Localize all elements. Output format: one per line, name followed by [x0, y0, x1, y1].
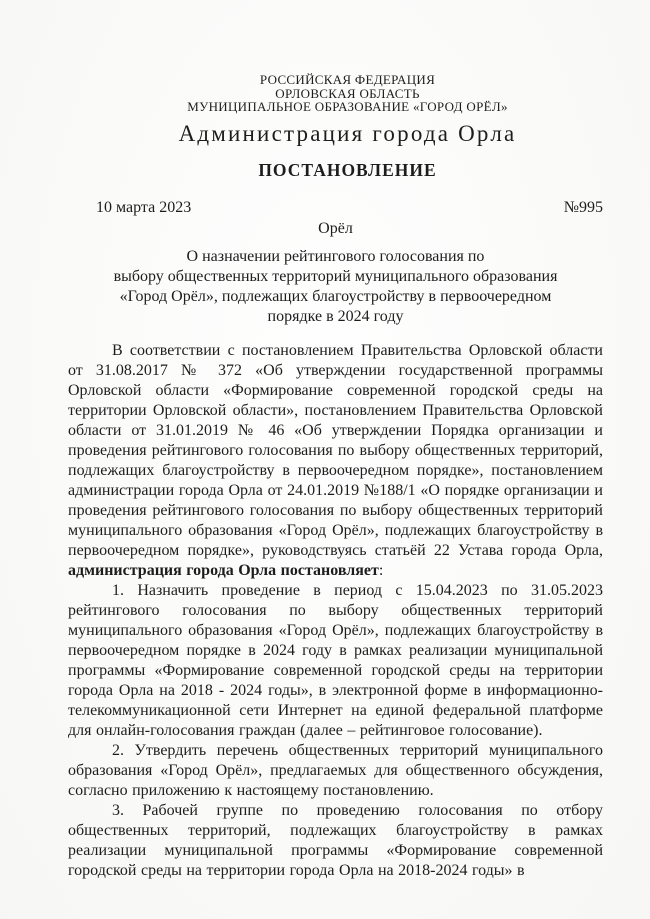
preamble-text: В соответствии с постановлением Правительства Орловской области от 31.08.2017 № 372 «Об утверждении государственной программы Орловской области «Формирование современной городской среды на территории Орловской области», постановлением Правительства Орловской области от 31.01.2019 № 46 «Об утверждении Порядка организации и проведения рейтингового голосования по выбору общественных территорий, подлежащих благоустройству в первоочередном порядке», постановлением администрации города Орла от 24.01.2019 №188/1 «О порядке организации и проведения рейтингового голосования по выбору общественных территорий муниципального образования «Город Орёл», подлежащих благоустройству в первоочередном порядке», руководствуясь статьёй 22 Устава города Орла, — [68, 341, 603, 559]
organization-name: Администрация города Орла — [178, 120, 517, 146]
document-meta-row — [68, 198, 603, 218]
document-title-line-1: О назначении рейтингового голосования по — [186, 247, 485, 265]
resolution-item-3: 3. Рабочей группе по проведению голосования по отбору общественных территорий, подлежащих благоустройству в рамках реализации муниципальной программы «Формирование современной городской среды на территории города Орла на 2018-2024 годы» в — [68, 801, 603, 879]
document-number: №995 — [563, 198, 603, 216]
document-title-line-3: «Город Орёл», подлежащих благоустройству в первоочередном — [119, 287, 552, 305]
preamble-paragraph — [68, 341, 603, 581]
document-body — [68, 341, 603, 881]
preamble-colon: : — [378, 561, 384, 579]
resolution-item-1: 1. Назначить проведение в период с 15.04.2023 по 31.05.2023 рейтингового голосования по выбору общественных территорий муниципального образования «Город Орёл», подлежащих благоустройству в первоочередном порядке в 2024 году в рамках реализации муниципальной программы «Формирование современной городской среды на территории города Орла на 2018 - 2024 годы», в электронной форме в информационно-телекоммуникационной сети Интернет на единой федеральной платформе для онлайн-голосования граждан (далее – рейтинговое голосование). — [68, 581, 603, 739]
preamble-resolution-phrase: администрация города Орла постановляет — [68, 561, 379, 579]
letterhead-line-federation: РОССИЙСКАЯ ФЕДЕРАЦИЯ — [259, 72, 436, 87]
letterhead-line-region: ОРЛОВСКАЯ ОБЛАСТЬ — [275, 85, 420, 101]
document-title-line-2: выбору общественных территорий муниципального образования — [113, 267, 558, 285]
document-title-line-4: порядке в 2024 году — [267, 307, 404, 325]
letterhead — [80, 73, 615, 181]
letterhead-line-municipality: МУНИЦИПАЛЬНОЕ ОБРАЗОВАНИЕ «ГОРОД ОРЁЛ» — [187, 99, 508, 114]
document-title — [68, 247, 603, 327]
document-date: 10 марта 2023 — [96, 198, 192, 216]
document-type-heading: ПОСТАНОВЛЕНИЕ — [258, 159, 437, 180]
city-name: Орёл — [318, 219, 353, 237]
resolution-item-2: 2. Утвердить перечень общественных территорий муниципального образования «Город Орёл», предлагаемых для общественного обсуждения, согласно приложению к настоящему постановлению. — [68, 741, 603, 799]
